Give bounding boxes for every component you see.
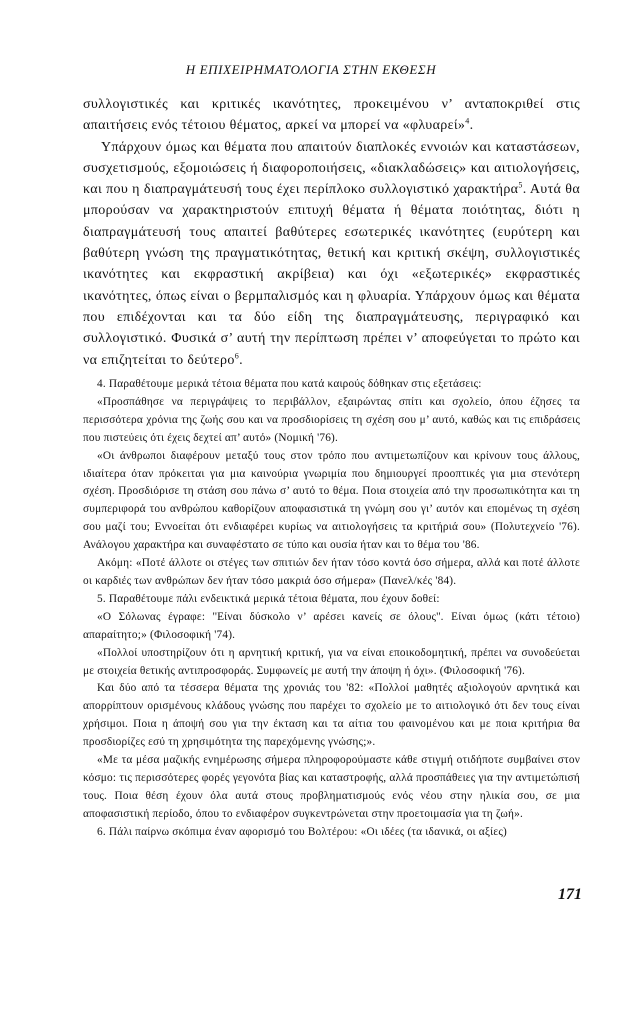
footnotes	[83, 376, 580, 842]
footnote-ref: 4	[465, 116, 470, 126]
footnote-paragraph: «Πολλοί υποστηρίζουν ότι η αρνητική κριτική, για να είναι εποικοδομητική, πρέπει να συνοδεύεται με στοιχεία θετικής αντιπροσφοράς. Συμφωνείς με αυτή την άποψη ή όχι». (Φιλοσοφική '76).	[83, 646, 580, 677]
page-number: 171	[558, 886, 582, 903]
footnote-paragraph: 6. Πάλι παίρνω σκόπιμα έναν αφορισμό του Βολτέρου: «Οι ιδέες (τα ιδανικά, οι αξίες)	[97, 825, 507, 838]
main-text	[83, 94, 580, 371]
paragraph-text: . Αυτά θα μπορούσαν να χαρακτηριστούν επιτυχή θέματα ή θέματα ποιότητας, διότι η διαπραγμάτευσή τους απαιτεί βαθύτερες εσωτερικές ικανότητες (ευρύτερη και βαθύτερη γνώση της πραγματικότητας, θετική και κριτική σκέψη, συλλογιστικές ικανότητες και εκφραστική ακρίβεια) και όχι «εξωτερικές» εκφραστικές ικανότητες, όπως είναι ο βερμπαλισμός και η φλυαρία. Υπάρχουν όμως και θέματα που επιδέχονται και τα δύο είδη της διαπραγμάτευσης, περιγραφικό και συλλογιστικό. Φυσικά σ’ αυτή την περίπτωση πρέπει ν’ αποφεύγεται το πρώτο και να επιζητείται το δεύτερο	[83, 182, 581, 368]
footnote-paragraph: «Προσπάθησε να περιγράψεις το περιβάλλον, εξαιρώντας σπίτι και σχολείο, όπου έζησες τα περισσότερα χρόνια της ζωής σου και να προσδιορίσεις τη σχέση σου μ’ αυτό, καθώς και τις επιδράσεις που πιστεύεις ότι έχεις δεχτεί απ’ αυτό» (Νομική '76).	[83, 395, 580, 444]
paragraph: Υπάρχουν όμως και θέματα που απαιτούν διαπλοκές εννοιών και καταστάσεων, συσχετισμούς, εξομοιώσεις ή διαφοροποιήσεις, «διακλαδώσεις» και αιτιολογήσεις, και που η διαπραγμάτευσή τους έχει περίπλοκο συλλογιστικό χαρακτήρα$^5$. Αυτά θα μπορούσαν να χαρακτηριστούν επιτυχή θέματα ή θέματα ποιότητας, διότι η διαπραγμάτευσή τους απαιτεί βαθύτερες εσωτερικές ικανότητες (ευρύτερη και βαθύτερη γνώση της πραγματικότητας, θετική και κριτική σκέψη, συλλογιστικές ικανότητες και εκφραστική ακρίβεια) και όχι «εξωτερικές» εκφραστικές ικανότητες, όπως είναι ο βερμπαλισμός και η φλυαρία. Υπάρχουν όμως και θέματα που επιδέχονται και τα δύο είδη της διαπραγμάτευσης, περιγραφικό και συλλογιστικό. Φυσικά σ’ αυτή την περίπτωση πρέπει ν’ αποφεύγεται το πρώτο και να επιζητείται το δεύτερο$^6$.	[83, 139, 581, 368]
footnote-paragraph: «Ο Σόλωνας έγραφε: ''Είναι δύσκολο ν’ αρέσει κανείς σε όλους''. Είναι όμως (κάτι τέτοιο) απαραίτητο;» (Φιλοσοφική '74).	[83, 610, 580, 641]
footnote-paragraph: «Οι άνθρωποι διαφέρουν μεταξύ τους στον τρόπο που αντιμετωπίζουν και κρίνουν τους άλλους, ιδιαίτερα όταν πρόκειται για μια καινούρια γνωριμία που δημιουργεί προοπτικές για μια στενότερη σχέση. Προσδιόρισε τη στάση σου πάνω σ’ αυτό το θέμα. Ποια στοιχεία από την προσωπικότητα και τη συμπεριφορά του ανθρώπου καθορίζουν αποφασιστικά τη γνώμη σου γι’ αυτόν και επομένως τη σχέση σου μαζί του; Εννοείται ότι ενδιαφέρει κυρίως να αιτιολογήσεις τα κριτήριά σου» (Πολυτεχνείο '76). Ανάλογου χαρακτήρα και συναφέστατο σε τύπο και ουσία ήταν και το θέμα του '86.	[83, 449, 580, 552]
paragraph-text: συλλογιστικές και κριτικές ικανότητες, προκειμένου ν’ ανταποκριθεί στις απαιτήσεις ενός τέτοιου θέματος, αρκεί να μπορεί να «φλυαρεί»	[83, 97, 580, 134]
footnote-ref: 6	[234, 350, 240, 360]
footnote-paragraph: 4. Παραθέτουμε μερικά τέτοια θέματα που κατά καιρούς δόθηκαν στις εξετάσεις:	[97, 378, 482, 390]
running-head: Η ΕΠΙΧΕΙΡΗΜΑΤΟΛΟΓΙΑ ΣΤΗΝ ΕΚΘΕΣΗ	[185, 62, 437, 77]
footnote-ref: 5	[518, 180, 523, 190]
footnote-paragraph: Ακόμη: «Ποτέ άλλοτε οι στέγες των σπιτιών δεν ήταν τόσο κοντά όσο σήμερα, αλλά και ποτέ άλλοτε οι καρδιές των ανθρώπων δεν ήταν τόσο μακριά όσο σήμερα» (Πανελ/κές '84).	[83, 557, 580, 587]
paragraph-text: Υπάρχουν όμως και θέματα που απαιτούν διαπλοκές εννοιών και καταστάσεων, συσχετισμούς, εξομοιώσεις ή διαφοροποιήσεις, «διακλαδώσεις» και αιτιολογήσεις, και που η διαπραγμάτευσή τους έχει περίπλοκο συλλογιστικό χαρακτήρα	[83, 139, 580, 198]
paragraph: συλλογιστικές και κριτικές ικανότητες, προκειμένου ν’ ανταποκριθεί στις απαιτήσεις ενός τέτοιου θέματος, αρκεί να μπορεί να «φλυαρεί»$^4$.	[83, 97, 580, 134]
footnote-paragraph: 5. Παραθέτουμε πάλι ενδεικτικά μερικά τέτοια θέματα, που έχουν δοθεί:	[97, 592, 440, 605]
footnote-paragraph: Και δύο από τα τέσσερα θέματα της χρονιάς του '82: «Πολλοί μαθητές αξιολογούν αρνητικά και απορρίπτουν ορισμένους κλάδους γνώσης που παρέχει το σχολείο με το αιτιολογικό ότι δεν τους είναι χρήσιμοι. Ποια η άποψή σου για την έκταση και τα αίτια του φαινομένου και με ποια κριτήρια θα προσδιορίζες εσύ τη χρησιμότητα της παρεχόμενης γνώσης;».	[83, 682, 580, 749]
footnote-paragraph: «Με τα μέσα μαζικής ενημέρωσης σήμερα πληροφορούμαστε κάθε στιγμή οτιδήποτε συμβαίνει στον κόσμο: τις περισσότερες φορές γεγονότα βίας και καταστροφής, αλλά προσπάθειες για την αντιμετώπισή τους. Ποια θέση έχουν όλα αυτά στους προβληματισμούς ενός νέου στην ηλικία σου, σε μια αποφασιστική περίοδο, όπου το ενδιαφέρον συγκεντρώνεται στην προετοιμασία για τη ζωή».	[83, 754, 580, 820]
